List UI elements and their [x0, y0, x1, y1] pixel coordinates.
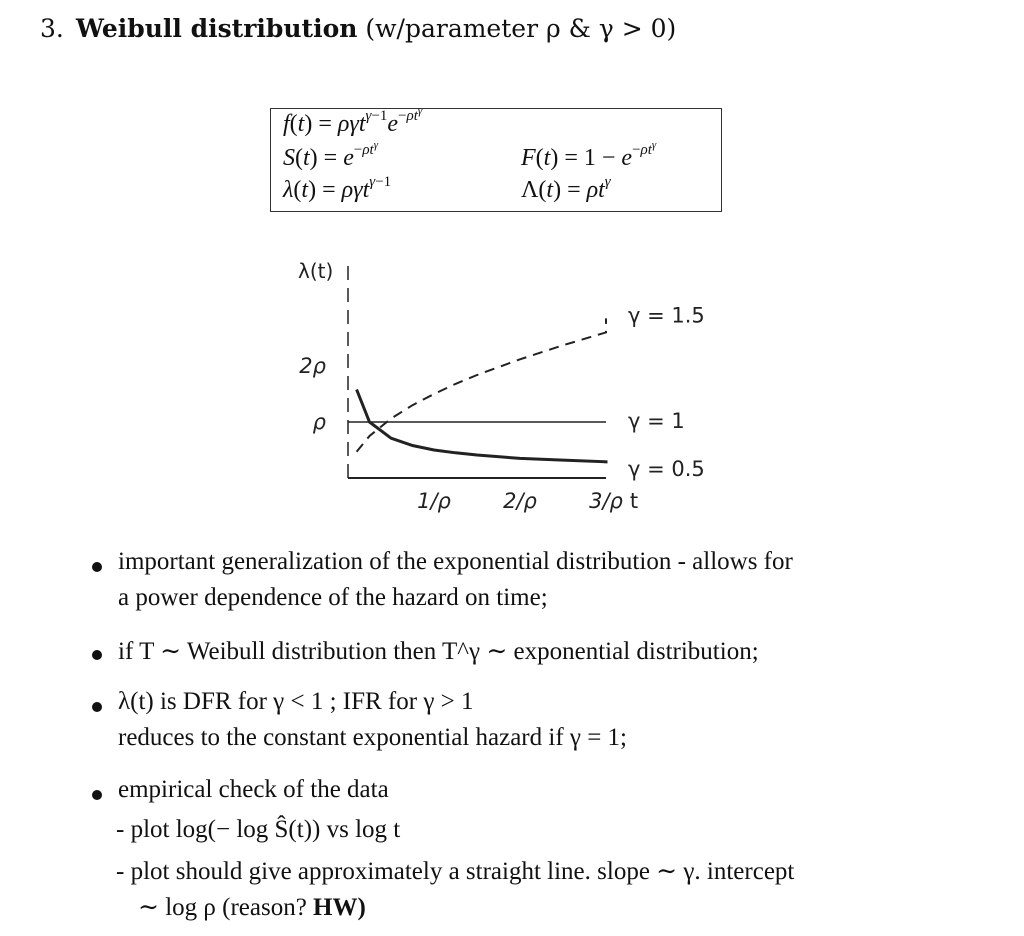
bullet-4-sub-1: - plot log(− log Ŝ(t)) vs log t	[116, 816, 401, 843]
y-tick-label: 2ρ	[299, 354, 326, 378]
cdf-formula: $F(t) = 1 - e^{-\rho t^\gamma}$	[521, 139, 657, 171]
formula-box	[270, 105, 722, 212]
section-number: 3.	[40, 14, 64, 43]
curve-label: γ = 1.5	[628, 303, 705, 328]
bullet-dot	[92, 790, 102, 800]
section-params: (w/parameter ρ & γ > 0)	[365, 14, 677, 43]
bullet-dot	[92, 650, 102, 660]
x-tick-label: 2/ρ	[503, 489, 537, 513]
curve-label: γ = 0.5	[628, 457, 705, 481]
bullet-4-text: empirical check of the data	[118, 776, 389, 803]
hazard-formula: λ(t) = ργt$^{\gamma-1}$	[283, 174, 392, 203]
bullet-1-line-1: important generalization of the exponential distribution - allows for	[118, 548, 793, 575]
cum-hazard-formula: $\Lambda(t) = \rho t^\gamma$	[521, 174, 611, 203]
x-axis-label: t	[629, 489, 639, 513]
curve-label: γ = 1	[628, 409, 685, 433]
section-title: Weibull distribution	[75, 14, 358, 43]
y-tick-label: ρ	[312, 410, 326, 434]
x-tick-label: 3/ρ	[589, 489, 623, 513]
bullet-3-line-1: λ(t) is DFR for γ < 1 ; IFR for γ > 1	[118, 688, 474, 715]
y-axis-label: λ(t)	[298, 259, 334, 283]
series-line-1	[357, 318, 606, 451]
bullet-dot	[92, 702, 102, 712]
bullet-1-line-2: a power dependence of the hazard on time;	[118, 584, 548, 611]
survival-formula: $S(t) = e^{-\rho t^\gamma}$	[283, 139, 379, 171]
hazard-chart	[280, 248, 720, 528]
homework-label: HW)	[313, 894, 366, 921]
section-heading	[40, 14, 676, 43]
bullet-dot	[92, 562, 102, 572]
bullet-3-line-2: reduces to the constant exponential hazard if γ = 1;	[118, 724, 627, 751]
density-formula: $f(t) = \rho\gamma t^{\gamma-1}e^{-\rho t^\gamma}$	[283, 105, 423, 137]
bullet-4-sub-2-line-2	[138, 892, 366, 922]
series-line-3	[357, 390, 606, 464]
bullet-4-sub-2-text: ∼ log ρ (reason?	[138, 894, 307, 921]
bullet-4-sub-2-line-1: - plot should give approximately a straight line. slope ∼ γ. intercept	[116, 858, 795, 885]
bullet-2-text: if T ∼ Weibull distribution then T^γ ∼ exponential distribution;	[118, 638, 759, 665]
x-tick-label: 1/ρ	[417, 489, 451, 513]
